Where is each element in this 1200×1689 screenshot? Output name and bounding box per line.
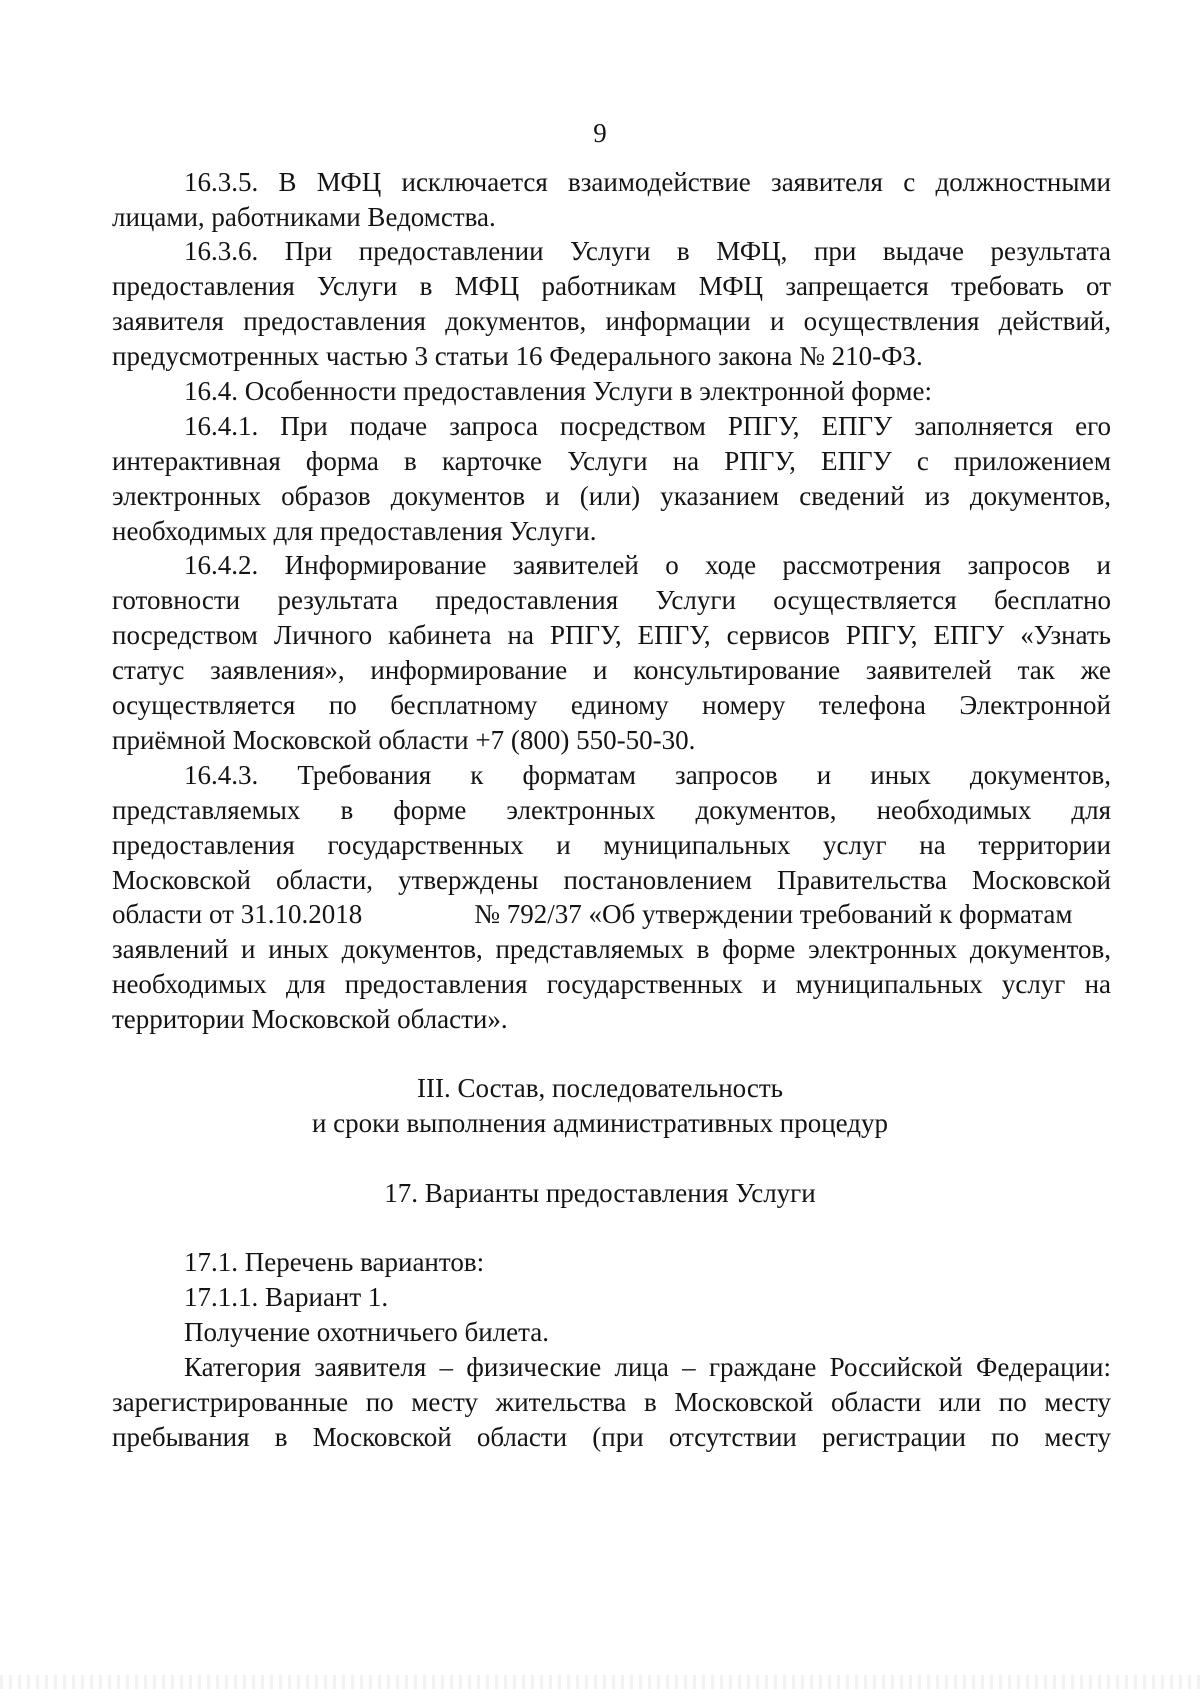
applicant-category-line-3: пребывания в Московской области (при отсутствии регистрации по месту — [112, 1422, 1111, 1452]
paragraph-16-4-2-line-5: осуществляется по бесплатному единому номеру телефона Электронной — [112, 690, 1111, 720]
paragraph-16-4-1-line-2: интерактивная форма в карточке Услуги на РПГУ, ЕПГУ с приложением — [112, 446, 1111, 476]
paragraph-16-4: 16.4. Особенности предоставления Услуги в электронной форме: — [184, 376, 932, 406]
paragraph-16-4-3-line-7: необходимых для предоставления государственных и муниципальных услуг на — [112, 969, 1111, 999]
subsection-heading: 17. Варианты предоставления Услуги — [384, 1178, 816, 1208]
section-heading-line-1: III. Состав, последовательность — [417, 1073, 783, 1103]
resolution-number-title: № 792/37 «Об утверждении требований к форматам — [474, 899, 1073, 929]
paragraph-16-4-1-line-1: 16.4.1. При подаче запроса посредством РПГУ, ЕПГУ заполняется его — [184, 411, 1111, 441]
paragraph-16-4-3-line-4: Московской области, утверждены постановлением Правительства Московской — [112, 865, 1111, 895]
paragraph-16-3-5-line-1: 16.3.5. В МФЦ исключается взаимодействие заявителя с должностными — [184, 167, 1111, 197]
paragraph-16-4-3-line-6: заявлений и иных документов, представляемых в форме электронных документов, — [112, 934, 1111, 964]
paragraph-16-4-3-line-2: представляемых в форме электронных документов, необходимых для — [112, 795, 1111, 825]
section-heading-line-2: и сроки выполнения административных процедур — [311, 1108, 889, 1138]
paragraph-16-4-2-line-3: посредством Личного кабинета на РПГУ, ЕПГУ, сервисов РПГУ, ЕПГУ «Узнать — [112, 620, 1111, 650]
applicant-category-line-1: Категория заявителя – физические лица – граждане Российской Федерации: — [184, 1352, 1111, 1382]
paragraph-16-3-6-line-3: заявителя предоставления документов, информации и осуществления действий, — [112, 306, 1111, 336]
paragraph-16-3-6-line-1: 16.3.6. При предоставлении Услуги в МФЦ, при выдаче результата — [184, 236, 1111, 266]
paragraph-16-4-1-line-3: электронных образов документов и (или) указанием сведений из документов, — [112, 481, 1111, 511]
applicant-category-line-2: зарегистрированные по месту жительства в Московской области или по месту — [112, 1387, 1111, 1417]
paragraph-16-4-2-line-2: готовности результата предоставления Услуги осуществляется бесплатно — [112, 585, 1111, 615]
scan-bottom-edge — [0, 1675, 1200, 1689]
paragraph-16-4-2-line-1: 16.4.2. Информирование заявителей о ходе рассмотрения запросов и — [184, 550, 1111, 580]
paragraph-16-3-5-line-2: лицами, работниками Ведомства. — [112, 202, 496, 232]
resolution-date: области от 31.10.2018 — [112, 899, 363, 929]
paragraph-16-4-2-line-6: приёмной Московской области +7 (800) 550-50-30. — [112, 725, 696, 755]
paragraph-16-3-6-line-2: предоставления Услуги в МФЦ работникам МФЦ запрещается требовать от — [112, 271, 1111, 301]
variant-1-title: 17.1.1. Вариант 1. — [184, 1282, 389, 1312]
variants-list-title: 17.1. Перечень вариантов: — [184, 1247, 485, 1277]
paragraph-16-4-3-line-5 — [112, 896, 1111, 932]
paragraph-16-4-3-line-3: предоставления государственных и муниципальных услуг на территории — [112, 830, 1111, 860]
paragraph-16-4-2-line-4: статус заявления», информирование и консультирование заявителей так же — [112, 655, 1111, 685]
paragraph-16-4-3-line-8: территории Московской области». — [112, 1004, 508, 1034]
variant-1-name: Получение охотничьего билета. — [184, 1317, 549, 1347]
paragraph-16-4-3-line-1: 16.4.3. Требования к форматам запросов и иных документов, — [184, 760, 1111, 790]
paragraph-16-4-1-line-4: необходимых для предоставления Услуги. — [112, 516, 597, 546]
paragraph-16-3-6-line-4: предусмотренных частью 3 статьи 16 Федерального закона № 210-ФЗ. — [112, 341, 923, 371]
page-number: 9 — [593, 118, 607, 148]
